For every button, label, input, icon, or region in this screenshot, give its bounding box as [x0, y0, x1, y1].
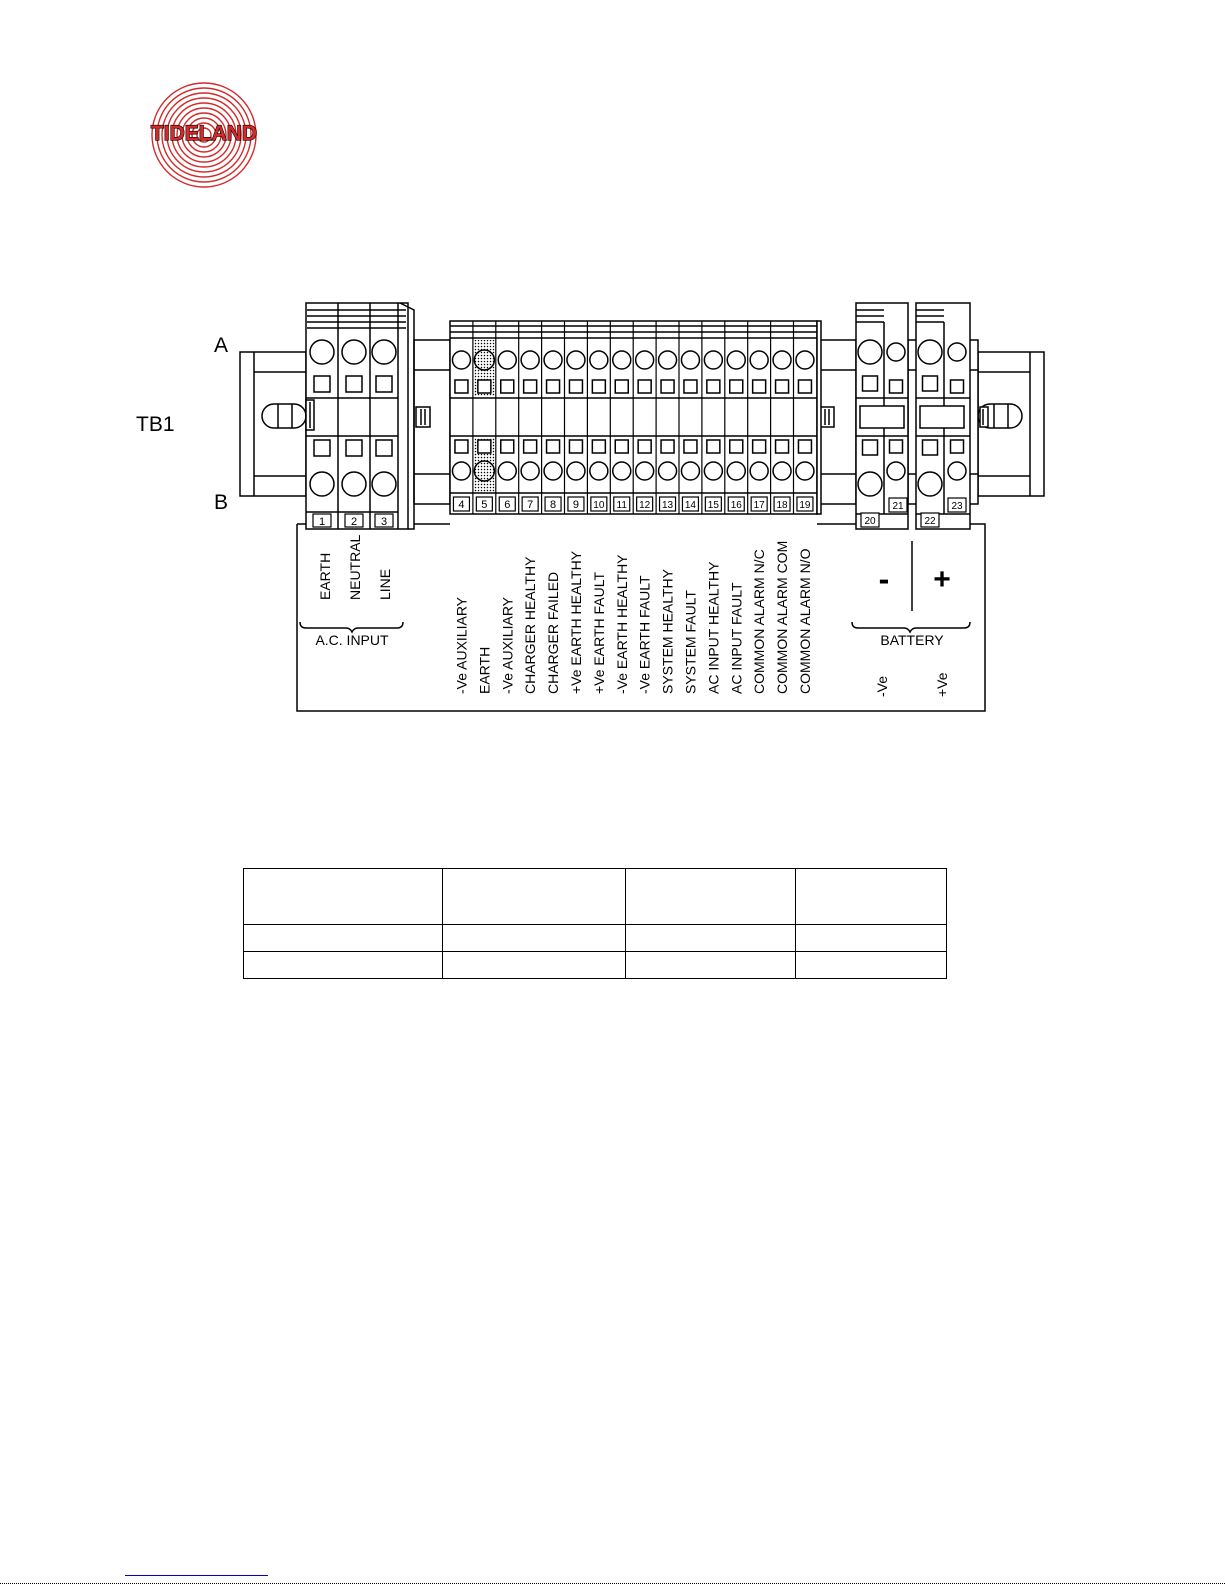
wire-entry-a	[455, 380, 468, 393]
screw-a[interactable]	[796, 351, 814, 369]
terminal-label: CHARGER HEALTHY	[522, 556, 539, 694]
table-cell	[626, 952, 796, 979]
terminal-number: 13	[661, 500, 674, 511]
terminal-label: -Ve	[874, 675, 890, 697]
logo-text: TIDELAND	[150, 122, 258, 145]
terminal-number: 10	[593, 500, 605, 511]
screw-b[interactable]	[887, 462, 905, 480]
terminal-label: CHARGER FAILED	[545, 571, 562, 694]
row-a-label: A	[214, 334, 229, 357]
screw-a[interactable]	[342, 340, 366, 364]
battery-plus-sign: +	[933, 563, 951, 596]
screw-b[interactable]	[636, 462, 654, 480]
signal-table	[243, 868, 947, 979]
screw-a[interactable]	[613, 351, 631, 369]
wire-entry-b	[376, 440, 392, 456]
terminal-number: 19	[799, 500, 811, 511]
screw-b[interactable]	[452, 462, 470, 480]
screw-b[interactable]	[727, 462, 745, 480]
wire-entry-a	[890, 380, 903, 393]
screw-b[interactable]	[918, 472, 942, 496]
battery-group-label: BATTERY	[880, 632, 944, 648]
table-cell	[796, 952, 947, 979]
wire-entry-a	[707, 380, 720, 393]
screw-b[interactable]	[498, 462, 516, 480]
wire-entry-b	[661, 440, 674, 453]
terminal-label: COMMON ALARM COM	[774, 540, 791, 694]
terminal-label: AC INPUT FAULT	[728, 582, 745, 694]
terminal-number: 2	[350, 516, 358, 528]
wire-entry-b	[569, 440, 582, 453]
terminal-label: +Ve EARTH FAULT	[590, 571, 607, 694]
terminal-number: 20	[864, 516, 876, 527]
screw-b[interactable]	[613, 462, 631, 480]
terminal-label: +Ve	[934, 672, 950, 697]
wire-entry-a	[314, 376, 330, 392]
wire-entry-b	[863, 440, 878, 455]
wire-entry-b	[592, 440, 605, 453]
screw-a[interactable]	[498, 351, 516, 369]
terminal-label: LINE	[377, 568, 393, 600]
terminal-label: SYSTEM HEALTHY	[659, 569, 676, 694]
wire-entry-b	[638, 440, 651, 453]
terminal-number: 23	[951, 501, 963, 512]
terminal-number: 9	[572, 499, 580, 511]
table-cell	[796, 925, 947, 952]
row-b-label: B	[214, 491, 229, 514]
screw-b[interactable]	[948, 462, 966, 480]
table-cell	[626, 869, 796, 925]
terminal-number: 5	[481, 499, 488, 511]
wire-entry-a	[923, 376, 938, 391]
table-cell	[443, 952, 626, 979]
tb1-label: TB1	[136, 413, 175, 436]
terminal-block-diagram	[0, 0, 1225, 760]
terminal-label: -Ve AUXILIARY	[453, 596, 470, 694]
screw-b[interactable]	[342, 472, 366, 496]
wire-entry-a	[478, 380, 491, 393]
terminal-number: 22	[924, 516, 936, 527]
table-cell	[443, 869, 626, 925]
terminal-number: 1	[318, 516, 326, 528]
screw-b[interactable]	[521, 462, 539, 480]
terminal-number: 16	[730, 500, 742, 511]
wire-entry-a	[501, 380, 514, 393]
terminal-number: 18	[776, 500, 788, 511]
screw-a[interactable]	[773, 351, 791, 369]
screw-b[interactable]	[310, 472, 334, 496]
wire-entry-a	[951, 380, 964, 393]
screw-a[interactable]	[372, 340, 396, 364]
wire-entry-b	[455, 440, 468, 453]
battery-minus-sign: -	[878, 561, 890, 597]
wire-entry-a	[524, 380, 537, 393]
wire-entry-b	[776, 440, 789, 453]
table-cell	[244, 925, 443, 952]
wire-entry-a	[730, 380, 743, 393]
screw-b[interactable]	[704, 462, 722, 480]
terminal-number: 7	[527, 499, 534, 511]
wire-entry-a	[569, 380, 582, 393]
screw-a[interactable]	[948, 343, 966, 361]
terminal-number: 12	[639, 500, 651, 511]
wire-entry-b	[346, 440, 362, 456]
screw-b[interactable]	[372, 472, 396, 496]
terminal-number: 21	[892, 501, 904, 512]
terminal-label: NEUTRAL	[347, 534, 363, 600]
wire-entry-b	[501, 440, 514, 453]
terminal-label: SYSTEM FAULT	[682, 590, 699, 694]
screw-a[interactable]	[918, 340, 942, 364]
terminal-number: 17	[753, 500, 765, 511]
page-break-rule	[0, 1583, 1225, 1584]
wire-entry-b	[753, 440, 766, 453]
table-cell	[443, 925, 626, 952]
table-cell	[796, 869, 947, 925]
wire-entry-b	[615, 440, 628, 453]
terminal-number: 14	[684, 500, 697, 511]
terminal-label: EARTH	[317, 552, 333, 600]
wire-entry-b	[524, 440, 537, 453]
terminal-number: 15	[707, 500, 719, 511]
table-cell	[626, 925, 796, 952]
table-cell	[244, 869, 443, 925]
wire-entry-a	[684, 380, 697, 393]
screw-b[interactable]	[681, 462, 699, 480]
terminal-number: 8	[549, 499, 557, 511]
footer-line	[125, 1575, 268, 1576]
wire-entry-b	[730, 440, 743, 453]
wire-entry-a	[547, 380, 560, 393]
screw-a[interactable]	[704, 351, 722, 369]
table-cell	[244, 952, 443, 979]
terminal-number: 6	[504, 499, 511, 511]
screw-b[interactable]	[796, 462, 814, 480]
screw-a[interactable]	[681, 351, 699, 369]
terminal-label: AC INPUT HEALTHY	[705, 561, 722, 694]
wire-entry-b	[684, 440, 697, 453]
screw-a[interactable]	[636, 351, 654, 369]
screw-b[interactable]	[750, 462, 768, 480]
table-row	[244, 869, 947, 925]
wire-entry-a	[776, 380, 789, 393]
terminal-number: 4	[458, 499, 465, 511]
wire-entry-b	[314, 440, 330, 456]
screw-b[interactable]	[567, 462, 585, 480]
screw-a[interactable]	[567, 351, 585, 369]
wire-entry-a	[661, 380, 674, 393]
table-row	[244, 952, 947, 979]
terminal-label: +Ve EARTH HEALTHY	[567, 550, 584, 694]
ac-input-group-label: A.C. INPUT	[315, 632, 389, 648]
wire-entry-a	[592, 380, 605, 393]
screw-a[interactable]	[659, 351, 677, 369]
screw-b[interactable]	[544, 462, 562, 480]
screw-b[interactable]	[474, 461, 494, 481]
terminal-number: 11	[616, 500, 627, 511]
wire-entry-b	[547, 440, 560, 453]
terminal-label: COMMON ALARM N/O	[796, 548, 813, 694]
wire-entry-b	[478, 440, 491, 453]
wire-entry-a	[638, 380, 651, 393]
screw-a[interactable]	[452, 351, 470, 369]
wire-entry-b	[923, 440, 938, 455]
terminal-number: 3	[380, 516, 388, 528]
wire-entry-b	[890, 440, 903, 453]
screw-a[interactable]	[750, 351, 768, 369]
terminal-label: -Ve EARTH HEALTHY	[613, 554, 630, 694]
wire-entry-b	[798, 440, 811, 453]
screw-a[interactable]	[887, 343, 905, 361]
wire-entry-a	[863, 376, 878, 391]
wire-entry-a	[376, 376, 392, 392]
screw-a[interactable]	[858, 340, 882, 364]
screw-b[interactable]	[659, 462, 677, 480]
screw-a[interactable]	[727, 351, 745, 369]
screw-b[interactable]	[858, 472, 882, 496]
wire-entry-b	[707, 440, 720, 453]
screw-b[interactable]	[590, 462, 608, 480]
screw-a[interactable]	[521, 351, 539, 369]
wire-entry-b	[951, 440, 964, 453]
wire-entry-a	[615, 380, 628, 393]
terminal-label: -Ve EARTH FAULT	[636, 575, 653, 694]
screw-a[interactable]	[590, 351, 608, 369]
wire-entry-a	[753, 380, 766, 393]
terminal-label: EARTH	[476, 646, 493, 694]
screw-a[interactable]	[474, 350, 494, 370]
screw-a[interactable]	[544, 351, 562, 369]
screw-b[interactable]	[773, 462, 791, 480]
wire-entry-a	[346, 376, 362, 392]
terminal-label: COMMON ALARM N/C	[751, 549, 768, 694]
wire-entry-a	[798, 380, 811, 393]
table-row	[244, 925, 947, 952]
screw-a[interactable]	[310, 340, 334, 364]
terminal-label: -Ve AUXILIARY	[499, 596, 516, 694]
